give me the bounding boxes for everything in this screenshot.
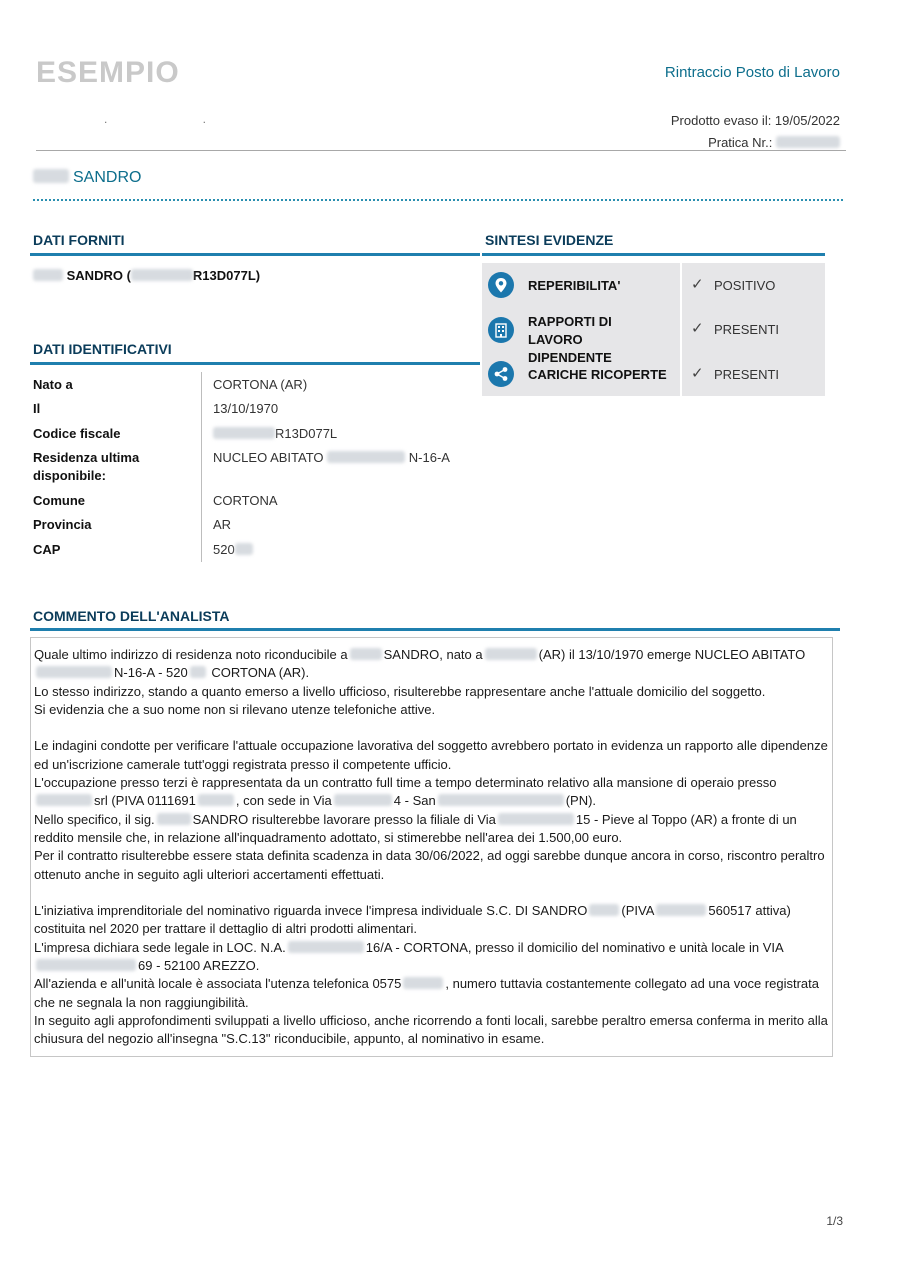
analyst-comment-box xyxy=(30,637,833,1057)
sintesi-status-reperibilita: POSITIVO xyxy=(714,278,776,293)
watermark: ESEMPIO xyxy=(36,56,180,89)
comment-paragraph: Quale ultimo indirizzo di residenza noto riconducibile a SANDRO, nato a (AR) il 13/10/1970 emerge NUCLEO ABITATO N-16-A - 520 CORTONA (AR). Lo stesso indirizzo, stando a quanto emerso a livello ufficioso, risulterebbe rappresentare anche l'attuale domicilio del soggetto. Si evidenzia che a suo nome non si rilevano utenze telefoniche attive. xyxy=(34,647,806,717)
redacted-cap xyxy=(235,543,253,555)
dati-forniti-rule xyxy=(30,253,480,256)
redacted-code xyxy=(213,427,275,439)
dati-identificativi-rule xyxy=(30,362,480,365)
redacted-code xyxy=(131,269,193,281)
dati-forniti-value: SANDRO ( R13D077L) xyxy=(33,268,260,283)
building-icon xyxy=(488,317,514,343)
sintesi-title: SINTESI EVIDENZE xyxy=(485,232,614,248)
sintesi-divider xyxy=(680,263,682,396)
share-icon xyxy=(488,361,514,387)
sintesi-status-cariche: PRESENTI xyxy=(714,367,780,382)
check-icon: ✓ xyxy=(691,276,704,293)
page-number: 1/3 xyxy=(826,1214,843,1228)
location-pin-icon xyxy=(488,272,514,298)
sintesi-label-cariche: CARICHE RICOPERTE xyxy=(528,367,667,382)
dati-forniti-title: DATI FORNITI xyxy=(33,232,125,248)
header-rule xyxy=(36,150,846,151)
dotted-divider xyxy=(33,199,843,201)
sintesi-label-reperibilita: REPERIBILITA' xyxy=(528,278,621,293)
commento-rule xyxy=(30,628,840,631)
commento-title: COMMENTO DELL'ANALISTA xyxy=(33,608,230,624)
sintesi-status-rapporti: PRESENTI xyxy=(714,322,780,337)
subject-name: SANDRO xyxy=(33,169,141,187)
comment-paragraph: Le indagini condotte per verificare l'attuale occupazione lavorativa del soggetto avrebbero portato in evidenza un rapporto alle dipendenze ed un'iscrizione camerale tutt'oggi registrata presso il competente ufficio. L'occupazione presso terzi è rappresentata da un contratto full time a tempo determinato relativo alla mansione di operaio presso srl (PIVA 0111691 , con sede in Via 4 - San (PN). Nello specifico, il sig. SANDRO risulterebbe lavorare presso la filiale di Via 15 - Pieve al Toppo (AR) a fronte di un reddito mensile che, in relazione all'inquadramento adottato, si stimerebbe nell'area dei 1.500,00 euro. Per il contratto risulterebbe essere stata definita scadenza in data 30/06/2022, ad oggi sarebbe dunque ancora in corso, riscontro peraltro ottenuto anche in seguito agli ulteriori accertamenti effettuati. xyxy=(34,738,828,882)
header-dots: . . xyxy=(104,112,253,126)
redacted-surname xyxy=(33,169,69,183)
pratica-number: Pratica Nr.: xyxy=(671,132,840,154)
dati-identificativi-title: DATI IDENTIFICATIVI xyxy=(33,341,172,357)
delivery-date: Prodotto evaso il: 19/05/2022 xyxy=(670,113,840,128)
redacted-surname xyxy=(33,269,63,281)
sintesi-rule xyxy=(482,253,825,256)
comment-paragraph: L'iniziativa imprenditoriale del nominativo riguarda invece l'impresa individuale S.C. DI SANDRO (PIVA 560517 attiva) costituita nel 2020 per trattare il dettaglio di altri prodotti alimentari. L'impresa dichiara sede legale in LOC. N.A. 16/A - CORTONA, presso il domicilio del nominativo e unità locale in VIA 69 - 52100 AREZZO. All'azienda e all'unità locale è associata l'utenza telefonica 0575 , numero tuttavia costantemente collegato ad una voce registrata che ne segnala la non raggiungibilità. In seguito agli approfondimenti sviluppati a livello ufficioso, anche ricorrendo a fonti locali, sarebbe peraltro emersa conferma in merito alla chiusura del negozio all'insegna "S.C.13" riconducibile, appunto, al nominativo in esame. xyxy=(34,903,828,1047)
check-icon: ✓ xyxy=(691,320,704,337)
check-icon: ✓ xyxy=(691,365,704,382)
report-title: Rintraccio Posto di Lavoro xyxy=(664,64,840,81)
sintesi-label-rapporti: RAPPORTI DI LAVORO DIPENDENTE xyxy=(528,314,612,365)
redacted-address xyxy=(327,451,405,463)
redacted-pratica xyxy=(776,136,840,148)
table-column-divider xyxy=(201,372,202,562)
report-meta xyxy=(671,110,840,154)
